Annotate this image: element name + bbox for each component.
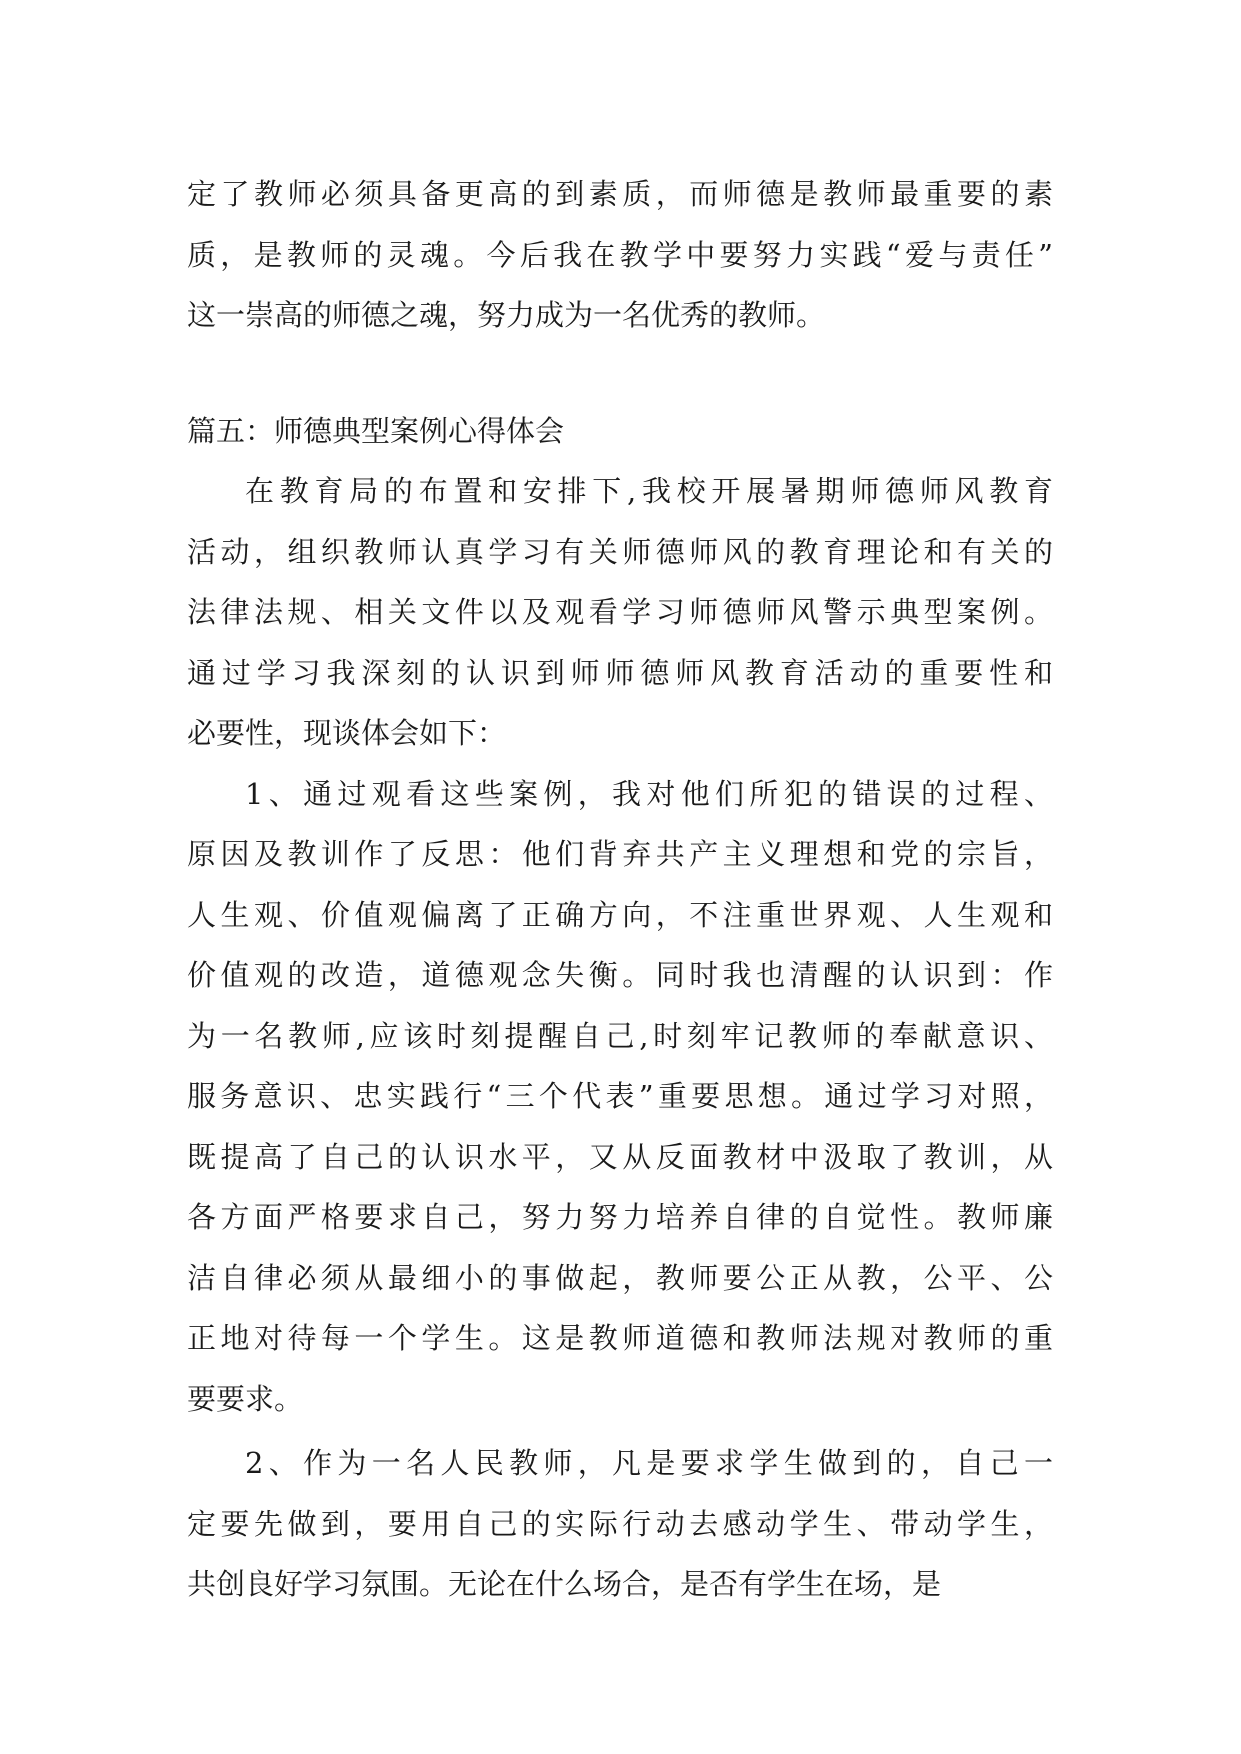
text-line: 服务意识、忠实践行“三个代表”重要思想。通过学习对照，	[187, 1079, 1053, 1113]
document-body	[187, 164, 1053, 1615]
item-1-paragraph	[187, 764, 1053, 1430]
text-line: 洁自律必须从最细小的事做起，教师要公正从教，公平、公	[187, 1260, 1053, 1295]
text-line: 人生观、价值观偏离了正确方向，不注重世界观、人生观和	[187, 897, 1053, 932]
text-line: 2、作为一名人民教师，凡是要求学生做到的，自己一	[245, 1446, 1053, 1480]
text-line: 正地对待每一个学生。这是教师道德和教师法规对教师的重	[187, 1321, 1053, 1355]
text-line: 定了教师必须具备更高的到素质，而师德是教师最重要的素	[187, 177, 1053, 211]
text-line: 原因及教训作了反思：他们背弃共产主义理想和党的宗旨，	[187, 837, 1053, 871]
text-line: 在教育局的布置和安排下,我校开展暑期师德师风教育	[245, 474, 1053, 508]
continuation-paragraph	[187, 164, 1053, 346]
section-heading	[187, 401, 1053, 462]
item-2-paragraph	[187, 1433, 1053, 1615]
text-line: 为一名教师,应该时刻提醒自己,时刻牢记教师的奉献意识、	[187, 1018, 1053, 1053]
text-line: 必要性，现谈体会如下：	[187, 716, 507, 750]
text-line: 质，是教师的灵魂。今后我在教学中要努力实践“爱与责任”	[187, 237, 1053, 272]
text-line: 价值观的改造，道德观念失衡。同时我也清醒的认识到：作	[187, 958, 1053, 992]
intro-paragraph	[187, 461, 1053, 764]
text-line: 通过学习我深刻的认识到师师德师风教育活动的重要性和	[187, 655, 1053, 690]
text-line: 要要求。	[187, 1381, 304, 1416]
section-heading-text: 篇五：师德典型案例心得体会	[187, 413, 565, 448]
text-line: 共创良好学习氛围。无论在什么场合，是否有学生在场，是	[187, 1567, 942, 1601]
text-line: 各方面严格要求自己，努力努力培养自律的自觉性。教师廉	[187, 1200, 1053, 1234]
text-line: 法律法规、相关文件以及观看学习师德师风警示典型案例。	[187, 595, 1053, 629]
text-line: 活动，组织教师认真学习有关师德师风的教育理论和有关的	[187, 534, 1053, 569]
text-line: 定要先做到，要用自己的实际行动去感动学生、带动学生，	[187, 1506, 1053, 1541]
text-line: 1、通过观看这些案例，我对他们所犯的错误的过程、	[245, 776, 1053, 811]
text-line: 这一崇高的师德之魂，努力成为一名优秀的教师。	[187, 298, 826, 332]
text-line: 既提高了自己的认识水平，又从反面教材中汲取了教训，从	[187, 1139, 1053, 1174]
